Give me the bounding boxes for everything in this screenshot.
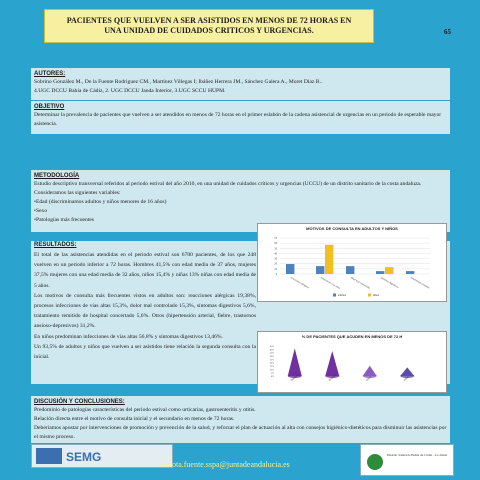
cone-hombres <box>288 348 302 376</box>
y-tick-label: 30% <box>269 355 274 358</box>
y-tick-label: 0% <box>270 375 274 378</box>
metodologia-item: •Edad (discriminamos adultos y niños menores de 16 años) <box>34 199 167 205</box>
y-tick-label: 35% <box>269 351 274 355</box>
x-tick-label: infecciones vías altas <box>320 276 341 290</box>
chart2-title: % DE PACIENTES QUE ACUDEN EN MENOS DE 72 H <box>301 334 403 339</box>
title-line-1: PACIENTES QUE VUELVEN A SER ASISTIDOS EN MENOS DE 72 HORAS EN <box>66 16 352 25</box>
cone-mujeres <box>325 351 339 376</box>
pacientes-chart-svg <box>258 332 446 392</box>
distrito-logo-graphic <box>361 445 453 475</box>
legend-label: adultos <box>338 294 347 297</box>
objetivo-text: Determinar la prevalencia de pacientes que vuelven a ser atendidos en menos de 72 horas en el primer eslabón de la cadena asistencial de urgencias en un periodo de esperable mayor asistencia. <box>34 112 442 127</box>
y-tick-label: 15% <box>269 365 274 368</box>
x-tick-label: niñas <box>402 375 410 382</box>
motivos-chart <box>257 223 447 302</box>
resultados-text <box>34 241 256 362</box>
discusion-line: Predominio de patologías características del periodo estival como urticarias, gastroenteritis y otitis. <box>34 407 256 413</box>
resultados-panel <box>31 226 450 384</box>
y-tick-label: 10 <box>274 267 277 271</box>
resultados-p2: Los motivos de consulta más frecuentes vistos en adultos son: reacciones alérgicas 19,38%, procesos infecciones de vías altas 15,3%, dolor mal controlado 15,3%, síntomas digestivos 5,6%, tratamiento remitido de hospital concertado 5,6%. Otros (hipertensión arterial, fiebre, trastornos ansioso-depresivos) 31,2%. <box>34 292 256 330</box>
y-tick-label: 40% <box>269 348 274 352</box>
x-tick-label: hombres <box>290 373 300 382</box>
semg-logo <box>31 444 173 468</box>
bar-adultos <box>376 271 384 274</box>
objetivo-panel <box>31 101 450 134</box>
y-tick-label: 20% <box>269 361 274 365</box>
bar-niños <box>385 267 393 274</box>
bar-niños <box>325 245 333 274</box>
metodologia-line1: Estudio descriptivo transversal referidos al periodo estival del año 2010, en una unidad de cuidados críticos y urgencias (UCCU) de un distrito sanitario de la costa andaluza. <box>34 181 422 187</box>
page-number: 65 <box>444 28 451 36</box>
legend-swatch <box>368 294 371 297</box>
discusion-line: Deberíamos apostar por intervenciones de promoción y prevención de la salud, y reforzar el plan de actuación al alta con consejos higiénico-dietéticos para disminuir las asistencias por el mismo proceso. <box>34 425 447 440</box>
contact-email[interactable]: carlota.fuente.sspa@juntadeandalucia.es <box>160 460 290 469</box>
y-tick-label: 20 <box>274 262 277 266</box>
legend-swatch <box>333 294 336 297</box>
chart1-title: MOTIVOS DE CONSULTA EN ADULTOS Y NIÑOS <box>306 226 398 231</box>
discusion-panel <box>31 396 450 443</box>
autores-names: Sobrino González M., De la Fuente Rodriguez CM., Martínez Villegas I; Ibáñez Herrera JM., Sánchez Galera A., Moret Díaz B.. <box>34 79 323 85</box>
y-tick-label: 25% <box>269 358 274 362</box>
objetivo-heading: OBJETIVO <box>34 104 65 110</box>
semg-logo-graphic <box>32 445 172 467</box>
y-tick-label: 60 <box>274 242 277 246</box>
distrito-logo <box>360 444 454 476</box>
metodologia-item: •Patologías más frecuentes <box>34 217 95 223</box>
metodologia-item: •Sexo <box>34 208 48 214</box>
bar-adultos <box>316 266 324 274</box>
poster-title <box>44 9 374 43</box>
resultados-p3: En niños predominan infecciones de vías altas 56,8% y síntomas digestivos 13,46%. <box>34 333 223 340</box>
autores-affiliation: 4.UGC DCCU Bahía de Cádiz, 2. UGC DCCU Janda Interior, 3.UGC SCCU HUPM. <box>34 88 226 94</box>
x-tick-label: niños <box>365 375 373 382</box>
y-tick-label: 10% <box>269 368 274 372</box>
x-tick-label: dolor mal controlado <box>350 276 371 290</box>
metodologia-line2: Consideramos las siguientes variables: <box>34 190 121 196</box>
discusion-line: Relación directa entre el motivo de consulta inicial y el secundario en menos de 72 horas. <box>34 416 235 422</box>
resultados-heading: RESULTADOS: <box>34 242 77 248</box>
distrito-logo-text: Distrito Sanitario Bahía de Cádiz - La Janda <box>387 453 447 457</box>
autores-heading: AUTORES: <box>34 71 66 77</box>
metodologia-heading: METODOLOGÍA <box>34 173 80 179</box>
discusion-heading: DISCUSIÓN Y CONCLUSIONES: <box>34 399 125 405</box>
bar-adultos <box>406 271 414 274</box>
semg-logo-text: SEMG <box>66 450 102 464</box>
x-tick-label: tratamiento remitido <box>410 276 430 290</box>
title-line-2: UNA UNIDAD DE CUIDADOS CRITICOS Y URGENCIAS. <box>104 26 314 35</box>
pacientes-chart <box>257 331 447 393</box>
x-tick-label: síntomas digestivos <box>380 276 400 290</box>
x-tick-label: reacciones alérgicas <box>290 276 310 290</box>
legend-label: niños <box>373 294 380 297</box>
y-tick-label: 0 <box>275 273 277 276</box>
y-tick-label: 45% <box>269 345 274 348</box>
y-tick-label: 30 <box>274 257 277 261</box>
x-tick-label: mujeres <box>327 373 337 382</box>
motivos-chart-svg <box>258 224 446 301</box>
y-tick-label: 40 <box>274 252 277 256</box>
y-tick-label: 70 <box>274 237 277 240</box>
bar-adultos <box>286 264 294 274</box>
y-tick-label: 50 <box>274 247 277 251</box>
y-tick-label: 5% <box>270 371 274 375</box>
resultados-p1: El total de las asistencias atendidas en el periodo estival son 6700 pacientes, de los que 248 vuelven en un periodo inferior a 72 horas. Hombres 41,5% con edad media de 37 años, mujeres 37,5% mujeres con una edad media de 32 años, niños 15,4% y niñas 13% niñas con edad media de 5 años. <box>34 252 256 289</box>
resultados-p4: Un 93,5% de adultos y niños que vuelven a ser asistidos tiene relación la segunda consulta con la inicial. <box>34 343 256 361</box>
autores-panel <box>31 68 450 100</box>
bar-adultos <box>346 266 354 274</box>
